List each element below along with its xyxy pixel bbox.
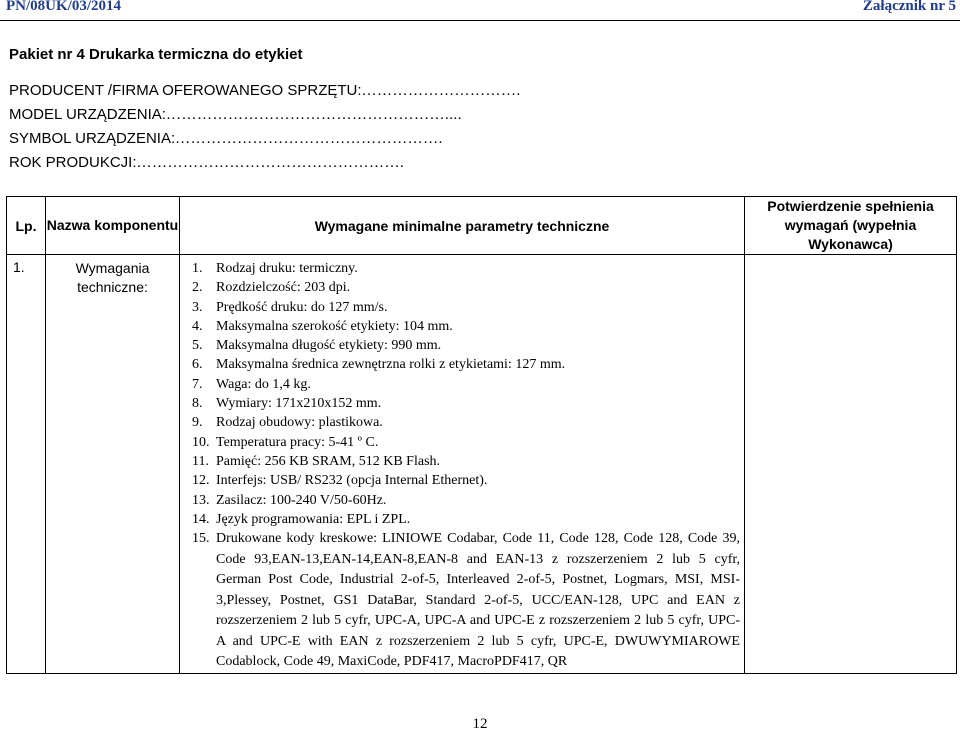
item-text: Maksymalna średnica zewnętrzna rolki z etykietami: 127 mm. <box>216 357 566 373</box>
list-item <box>192 336 740 355</box>
requirements-table <box>6 196 957 674</box>
list-item <box>192 355 740 374</box>
field-label: SYMBOL URZĄDZENIA: <box>9 130 176 147</box>
list-item <box>192 491 740 510</box>
header-confirmation: Potwierdzenie spełnienia wymagań (wypełnia Wykonawca) <box>745 197 957 255</box>
item-number: 12. <box>192 473 210 489</box>
item-text: Rodzaj obudowy: plastikowa. <box>216 415 383 431</box>
item-text: Waga: do 1,4 kg. <box>216 376 311 392</box>
item-number: 6. <box>192 357 203 373</box>
package-title: Pakiet nr 4 Drukarka termiczna do etykiet <box>9 46 303 63</box>
item-number: 7. <box>192 376 203 392</box>
fill-in-dots: ……………………………………………. <box>136 155 405 171</box>
item-number: 14. <box>192 511 210 527</box>
item-number: 15. <box>192 531 210 547</box>
field-symbol <box>9 130 443 148</box>
item-text: Zasilacz: 100-240 V/50-60Hz. <box>216 492 387 508</box>
item-number: 10. <box>192 434 210 450</box>
field-model <box>9 106 462 124</box>
header-parameters: Wymagane minimalne parametry techniczne <box>180 197 745 255</box>
item-text: Język programowania: EPL i ZPL. <box>216 511 411 527</box>
header-divider <box>0 20 960 21</box>
item-text: Wymiary: 171x210x152 mm. <box>216 396 382 412</box>
item-text: Interfejs: USB/ RS232 (opcja Internal Ethernet). <box>216 473 488 489</box>
item-text: Rozdzielczość: 203 dpi. <box>216 280 351 296</box>
item-number: 4. <box>192 318 203 334</box>
item-number: 3. <box>192 299 203 315</box>
component-name: Wymagania techniczne: <box>46 255 180 674</box>
item-number: 2. <box>192 280 203 296</box>
table-header-row <box>7 197 957 255</box>
item-text: Maksymalna długość etykiety: 990 mm. <box>216 338 442 354</box>
header-component-name: Nazwa komponentu <box>46 197 180 255</box>
field-label: PRODUCENT /FIRMA OFEROWANEGO SPRZĘTU: <box>9 82 362 99</box>
item-text: Temperatura pracy: 5-41 º C. <box>216 434 379 450</box>
table-row <box>7 255 957 674</box>
item-text: Maksymalna szerokość etykiety: 104 mm. <box>216 318 453 334</box>
item-text: Rodzaj druku: termiczny. <box>216 261 358 276</box>
header-lp: Lp. <box>7 197 46 255</box>
field-manufacturer <box>9 82 521 100</box>
item-number: 13. <box>192 492 210 508</box>
field-production-year <box>9 154 404 172</box>
confirmation-cell[interactable] <box>745 255 957 674</box>
item-number: 8. <box>192 396 203 412</box>
list-item <box>192 452 740 471</box>
list-item <box>192 510 740 529</box>
item-number: 9. <box>192 415 203 431</box>
row-number: 1. <box>7 255 46 674</box>
list-item <box>192 471 740 490</box>
attachment-label: Załącznik nr 5 <box>862 0 956 14</box>
item-text: Drukowane kody kreskowe: LINIOWE Codabar, Code 11, Code 128, Code 128, Code 39, Code 93,EAN-13,EAN-14,EAN-8,EAN-8 and EAN-13 z rozszerzeniem 2 lub 5 cyfr, German Post Code, Industrial 2-of-5, Interleaved 2-of-5, Postnet, Logmars, MSI, MSI-3,Plessey, Postnet, GS1 DataBar, Standard 2-of-5, UCC/EAN-128, UPC and EAN z rozszerzeniem 2 lub 5 cyfr, UPC-A, UPC-A and UPC-E z rozszerzeniem 2 lub 5 cyfr, UPC-A and UPC-E with EAN z rozszerzeniem 2 lub 5 cyfr, UPC-E, DWUWYMIAROWE Codablock, Code 49, MaxiCode, PDF417, MacroPDF417, QR <box>216 531 740 670</box>
fill-in-dots: …………………………. <box>361 83 521 99</box>
item-number: 5. <box>192 338 203 354</box>
document-reference: PN/08UK/03/2014 <box>6 0 121 14</box>
fill-in-dots: ……………………………………………. <box>175 131 443 147</box>
list-item <box>192 317 740 336</box>
field-label: ROK PRODUKCJI: <box>9 154 137 171</box>
parameters-list <box>192 259 740 673</box>
fill-in-dots: ……………………………………………….... <box>165 107 462 123</box>
item-number: 11. <box>192 453 209 469</box>
item-text: Pamięć: 256 KB SRAM, 512 KB Flash. <box>216 453 441 469</box>
field-label: MODEL URZĄDZENIA: <box>9 106 166 123</box>
list-item <box>192 298 740 317</box>
list-item <box>192 375 740 394</box>
list-item <box>192 529 740 673</box>
item-text: Prędkość druku: do 127 mm/s. <box>216 299 388 315</box>
list-item <box>192 394 740 413</box>
list-item <box>192 278 740 297</box>
item-number: 1. <box>192 261 203 276</box>
list-item <box>192 413 740 432</box>
list-item <box>192 259 740 278</box>
page-number: 12 <box>472 716 488 732</box>
parameters-cell <box>180 255 745 674</box>
list-item <box>192 433 740 452</box>
